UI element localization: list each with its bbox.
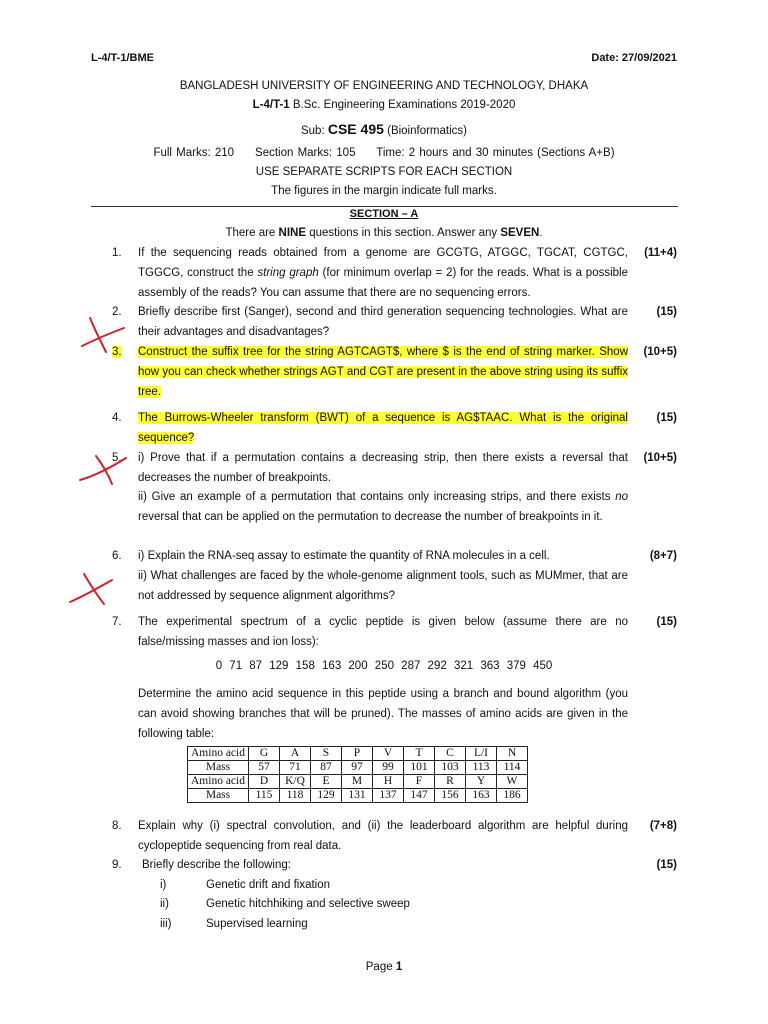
question-7-marks: (15) [656,616,677,628]
page-number [0,961,768,973]
question-9-marks: (15) [656,859,677,871]
question-9-number: 9. [112,859,122,871]
table-cell: 114 [496,761,527,775]
red-cross-mark-icon [76,312,128,356]
q9-item-label: Genetic hitchhiking and selective sweep [206,898,410,910]
question-9-text: Briefly describe the following: [142,859,291,871]
table-cell: H [372,775,403,789]
table-cell: 129 [310,789,341,803]
q9-item-roman: i) [160,879,167,891]
section-heading: SECTION – A [349,208,419,220]
table-cell: R [434,775,465,789]
table-cell: 97 [341,761,372,775]
intro-text: There are [225,227,279,239]
level-label: L-4/T-1 [252,99,290,111]
instruction-marks: The figures in the margin indicate full marks. [271,185,497,197]
table-cell: Amino acid [188,747,249,761]
table-cell: A [279,747,310,761]
instruction-scripts: USE SEPARATE SCRIPTS FOR EACH SECTION [255,166,513,178]
table-cell: 156 [434,789,465,803]
exam-title [0,99,768,111]
subject-line [0,121,768,137]
table-cell: 103 [434,761,465,775]
q1-string-graph: string graph [257,267,319,279]
table-cell: S [310,747,341,761]
question-6-part-1: i) Explain the RNA-seq assay to estimate the quantity of RNA molecules in a cell. [138,550,550,562]
table-cell: Mass [188,761,249,775]
table-cell: P [341,747,372,761]
question-7-task: Determine the amino acid sequence in this peptide using a branch and bound algorithm (you can avoid showing branches that will be pruned). The masses of amino acids are given in the following table: [138,688,628,740]
question-2-text: Briefly describe first (Sanger), second and third generation sequencing technologies. What are their advantages and disadvantages? [138,306,628,338]
red-cross-mark-icon [76,450,130,490]
section-intro [0,227,768,239]
table-cell: 163 [465,789,496,803]
subject-name: (Bioinformatics) [387,125,467,137]
table-cell: 99 [372,761,403,775]
q9-item-label: Supervised learning [206,918,308,930]
question-5-marks: (10+5) [643,452,677,464]
question-7-intro: The experimental spectrum of a cyclic peptide is given below (assume there are no false/missing masses and ion loss): [138,616,628,648]
exam-date: Date: 27/09/2021 [591,52,677,64]
question-5-part-2 [138,487,628,527]
q9-item-roman: iii) [160,918,172,930]
question-4-text [138,408,628,448]
table-cell: 186 [496,789,527,803]
question-8-marks: (7+8) [649,820,677,832]
section-marks: Section Marks: 105 [255,147,356,159]
q5-part2-b: reversal that can be applied on the permutation to decrease the number of breakpoints in it. [138,511,603,523]
table-cell: N [496,747,527,761]
table-cell: E [310,775,341,789]
q4-highlighted-text: The Burrows-Wheeler transform (BWT) of a sequence is AG$TAAC. What is the original sequence? [138,412,628,444]
exam-label: B.Sc. Engineering Examinations 2019-2020 [292,99,516,111]
question-8-number: 8. [112,820,122,832]
table-cell: 137 [372,789,403,803]
table-cell: 115 [248,789,279,803]
q3-highlighted-text: Construct the suffix tree for the string AGTCAGT$, where $ is the end of string marker. Show how you can check whether strings AGT and CGT are present in the above string using its suffix tree. [138,346,628,398]
table-cell: Mass [188,789,249,803]
table-cell: T [403,747,434,761]
table-cell: W [496,775,527,789]
table-cell: 101 [403,761,434,775]
q9-item-roman: ii) [160,898,169,910]
header-divider [91,206,678,207]
university-name: BANGLADESH UNIVERSITY OF ENGINEERING AND TECHNOLOGY, DHAKA [179,80,589,92]
table-row [188,775,528,789]
subject-code: CSE 495 [327,121,384,137]
question-6-number: 6. [112,550,122,562]
intro-text-mid: questions in this section. Answer any [306,227,501,239]
question-3-text [138,342,628,402]
table-cell: 71 [279,761,310,775]
table-cell: F [403,775,434,789]
table-cell: K/Q [279,775,310,789]
table-cell: G [248,747,279,761]
question-1-marks: (11+4) [644,247,677,259]
intro-text-end: . [539,227,543,239]
q1-text-b: (for minimum overlap = 2) for the reads. What is a possible assembly of the reads? You can assume that there are no sequencing errors. [138,267,628,299]
question-2-marks: (15) [656,306,677,318]
table-cell: Y [465,775,496,789]
red-cross-mark-icon [66,570,116,610]
course-code: L-4/T-1/BME [91,52,154,64]
table-cell: 118 [279,789,310,803]
full-marks: Full Marks: 210 [153,147,235,159]
table-cell: 87 [310,761,341,775]
amino-acid-mass-table [187,746,528,803]
table-cell: 113 [465,761,496,775]
table-cell: V [372,747,403,761]
table-cell: D [248,775,279,789]
question-1-number: 1. [112,247,122,259]
page-prefix: Page [365,961,396,973]
marks-line [0,147,768,159]
table-cell: 131 [341,789,372,803]
question-7-number: 7. [112,616,122,628]
table-cell: 57 [248,761,279,775]
q1-text-a: If the sequencing reads obtained from a genome are GCGTG, ATGGC, TGCAT, CGTGC, TGGCG, construct the [138,247,628,279]
question-1-text [138,243,628,303]
table-row [188,747,528,761]
table-row [188,789,528,803]
question-4-marks: (15) [656,412,677,424]
question-8-text: Explain why (i) spectral convolution, and (ii) the leaderboard algorithm are helpful during cyclopeptide sequencing from real data. [138,820,628,852]
question-6-marks: (8+7) [649,550,677,562]
question-4-number: 4. [112,412,122,424]
question-2-number: 2. [112,306,122,318]
question-5-number: 5. [112,452,122,464]
question-6-part-2: ii) What challenges are faced by the whole-genome alignment tools, such as MUMmer, that are not addressed by sequence alignment algorithms? [138,570,628,602]
intro-nine: NINE [278,227,306,239]
q3-number-text: 3. [112,346,122,358]
exam-time: Time: 2 hours and 30 minutes (Sections A+B) [376,147,615,159]
table-cell: C [434,747,465,761]
table-cell: Amino acid [188,775,249,789]
page-num: 1 [395,961,403,973]
table-row [188,761,528,775]
q5-part2-a: ii) Give an example of a permutation that contains only increasing strips, and there exists [138,491,616,503]
q9-item-label: Genetic drift and fixation [206,879,331,891]
q5-part2-no: no [615,491,628,503]
sub-prefix: Sub: [300,125,325,137]
question-3-marks: (10+5) [643,346,677,358]
table-cell: L/I [465,747,496,761]
question-5-part-1: i) Prove that if a permutation contains a decreasing strip, then there exists a reversal that decreases the number of breakpoints. [138,452,628,484]
intro-seven: SEVEN [500,227,540,239]
mass-spectrum: 0 71 87 129 158 163 200 250 287 292 321 363 379 450 [215,660,553,672]
table-cell: 147 [403,789,434,803]
table-cell: M [341,775,372,789]
